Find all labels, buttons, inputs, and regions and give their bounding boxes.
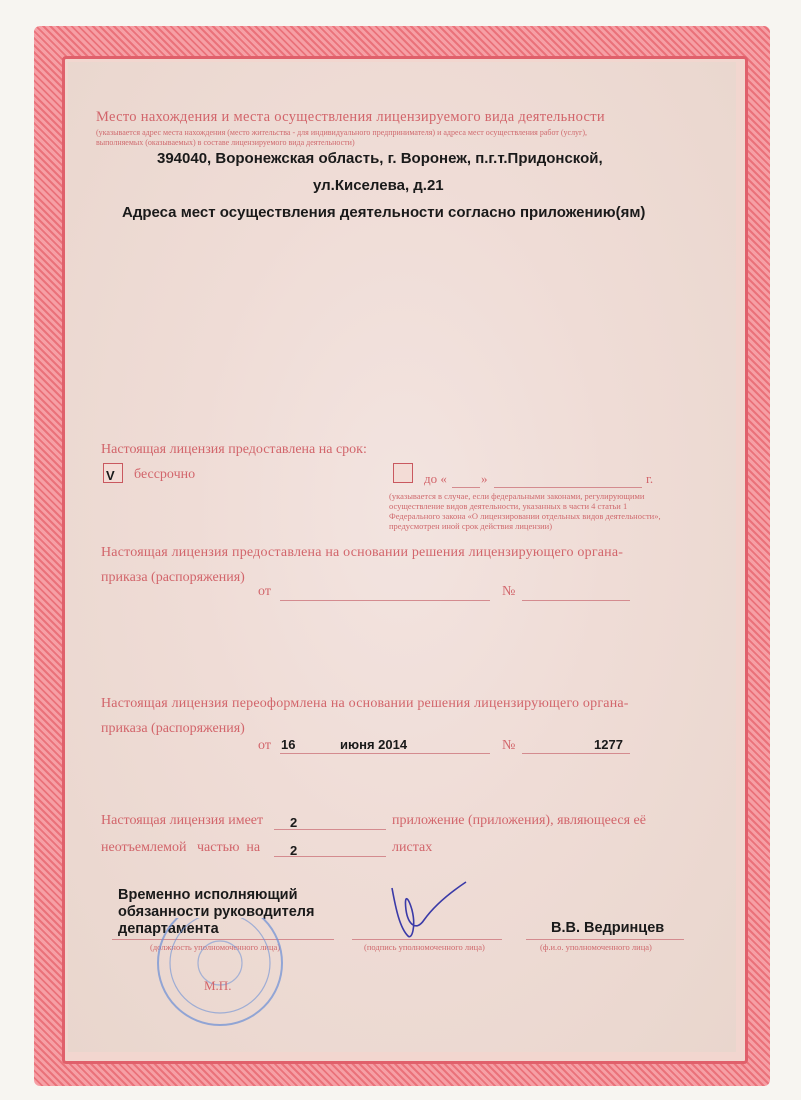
term-note-line4: предусмотрен иной срок действия лицензии) (389, 521, 553, 531)
name-line (526, 939, 684, 940)
checkbox-mark: V (106, 468, 115, 483)
address-line3: Адреса мест осуществления деятельности согласно приложению(ям) (122, 204, 646, 221)
signature-line (352, 939, 502, 940)
caption-position: (должность уполномоченного лица) (150, 942, 281, 952)
location-note-line2: выполняемых (оказываемых) в составе лицензируемого вида деятельности) (96, 138, 355, 147)
address-line1: 394040, Воронежская область, г. Воронеж, п.г.т.Придонской, (157, 150, 603, 167)
appendix-sheets-line (274, 856, 386, 857)
until-close: » (481, 471, 488, 486)
unlimited-label: бессрочно (134, 467, 196, 482)
reissue-number-label: № (502, 738, 516, 753)
reissue-number-line (522, 753, 630, 754)
basis-date-line (280, 600, 490, 601)
unlimited-checkbox (103, 463, 123, 483)
seal-label: М.П. (204, 978, 232, 993)
handwritten-signature (386, 880, 476, 942)
term-until-checkbox (393, 463, 413, 483)
appendix-line2-prefix: неотъемлемой частью на (101, 840, 261, 855)
term-label: Настоящая лицензия предоставлена на срок: (101, 442, 367, 457)
reissue-line1: Настоящая лицензия переоформлена на основании решения лицензирующего органа- (101, 696, 629, 711)
caption-name: (ф.и.о. уполномоченного лица) (540, 942, 652, 952)
appendix-count-line (274, 829, 386, 830)
reissue-month-year: июня 2014 (340, 737, 408, 752)
reissue-line2: приказа (распоряжения) (101, 721, 245, 736)
reissue-date-line (280, 753, 490, 754)
year-suffix: г. (646, 471, 654, 486)
term-note-line2: осуществление видов деятельности, указанных в части 4 статьи 1 (389, 501, 628, 511)
signer-name: В.В. Ведринцев (551, 920, 665, 936)
location-note-line1: (указывается адрес места нахождения (место жительства - для индивидуального предпринимателя) и адреса мест осуществления работ (услуг), (96, 128, 588, 137)
address-line2: ул.Киселева, д.21 (313, 177, 444, 194)
location-title: Место нахождения и места осуществления лицензируемого вида деятельности (96, 109, 605, 125)
reissue-from-label: от (258, 738, 271, 753)
reissue-day: 16 (281, 737, 296, 752)
signer-position-line2: обязанности руководителя (118, 904, 315, 920)
basis-line2: приказа (распоряжения) (101, 570, 245, 585)
appendix-sheets: 2 (290, 843, 298, 858)
official-stamp-seal (138, 918, 298, 1028)
basis-number-line (522, 600, 630, 601)
appendix-line1-suffix: приложение (приложения), являющееся её (392, 813, 646, 828)
reissue-number: 1277 (594, 737, 623, 752)
until-prefix: до « (424, 471, 447, 486)
appendix-line1-prefix: Настоящая лицензия имеет (101, 813, 264, 828)
signer-position-line3: департамента (118, 921, 219, 937)
signer-position-line1: Временно исполняющий (118, 887, 298, 903)
until-month-line (494, 487, 642, 488)
until-day-line (452, 487, 480, 488)
term-note-line3: Федерального закона «О лицензировании отдельных видов деятельности», (389, 511, 661, 521)
basis-number-label: № (502, 584, 516, 599)
appendix-line2-suffix: листах (392, 840, 433, 855)
basis-from-label: от (258, 584, 271, 599)
caption-signature: (подпись уполномоченного лица) (364, 942, 485, 952)
basis-line1: Настоящая лицензия предоставлена на основании решения лицензирующего органа- (101, 545, 624, 560)
term-note-line1: (указывается в случае, если федеральными законами, регулирующими (389, 491, 645, 501)
appendix-count: 2 (290, 815, 298, 830)
